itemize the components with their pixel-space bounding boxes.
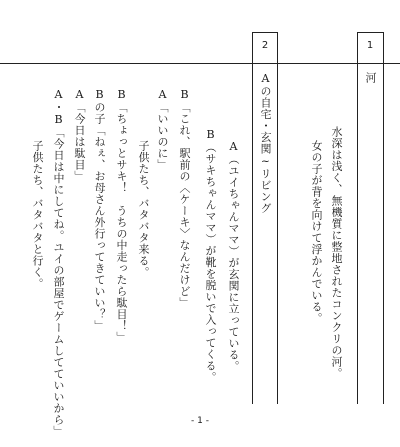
scene-2-line-2: B（サキちゃんママ）が靴を脱いで入ってくる。 [204, 128, 217, 383]
scene-2-line-3: B「これ、駅前の〈ケーキ〉なんだけど」 [178, 88, 191, 309]
scene-2-line-8: A「今日は駄目」 [73, 88, 86, 182]
scene-1-line-2: 女の子が背を向けて浮かんでいる。 [310, 140, 323, 324]
scene-2-line-4: A「いいのに」 [156, 88, 169, 171]
scene-2-line-9: A・B「今日は中にしてね。ユイの部屋でゲームしてていいから」 [52, 88, 65, 437]
scene-1-line-1: 水深は浅く、無機質に整地されたコンクリの河。 [330, 126, 343, 379]
scene-2-line-7: Bの子「ねぇ、お母さん外行ってきていい？」 [93, 88, 106, 332]
scene-1-box-right [383, 32, 384, 404]
scene-2-line-10: 子供たち、バタバタと行く。 [31, 140, 44, 290]
scene-2-line-5: 子供たち、バタバタ来る。 [137, 140, 150, 278]
scene-2-line-6: B「ちょっとサキ！ うちの中走ったら駄目！」 [115, 88, 128, 343]
scene-1-number: 1 [366, 40, 374, 51]
scene-2-box-right [277, 32, 278, 404]
scene-2-box-top [252, 32, 278, 33]
scene-2-line-1: A（ユイちゃんママ）が玄関に立っている。 [227, 140, 240, 372]
scene-1-box-left [357, 32, 358, 404]
scene-1-box-top [357, 32, 384, 33]
scene-2-box-left [252, 32, 253, 404]
scene-2-number: 2 [261, 40, 269, 51]
scene-2-heading: Aの自宅・玄関~リビング [259, 72, 272, 214]
top-rule [0, 63, 400, 64]
scene-1-heading: 河 [364, 72, 377, 84]
page-number: - 1 - [191, 416, 209, 426]
